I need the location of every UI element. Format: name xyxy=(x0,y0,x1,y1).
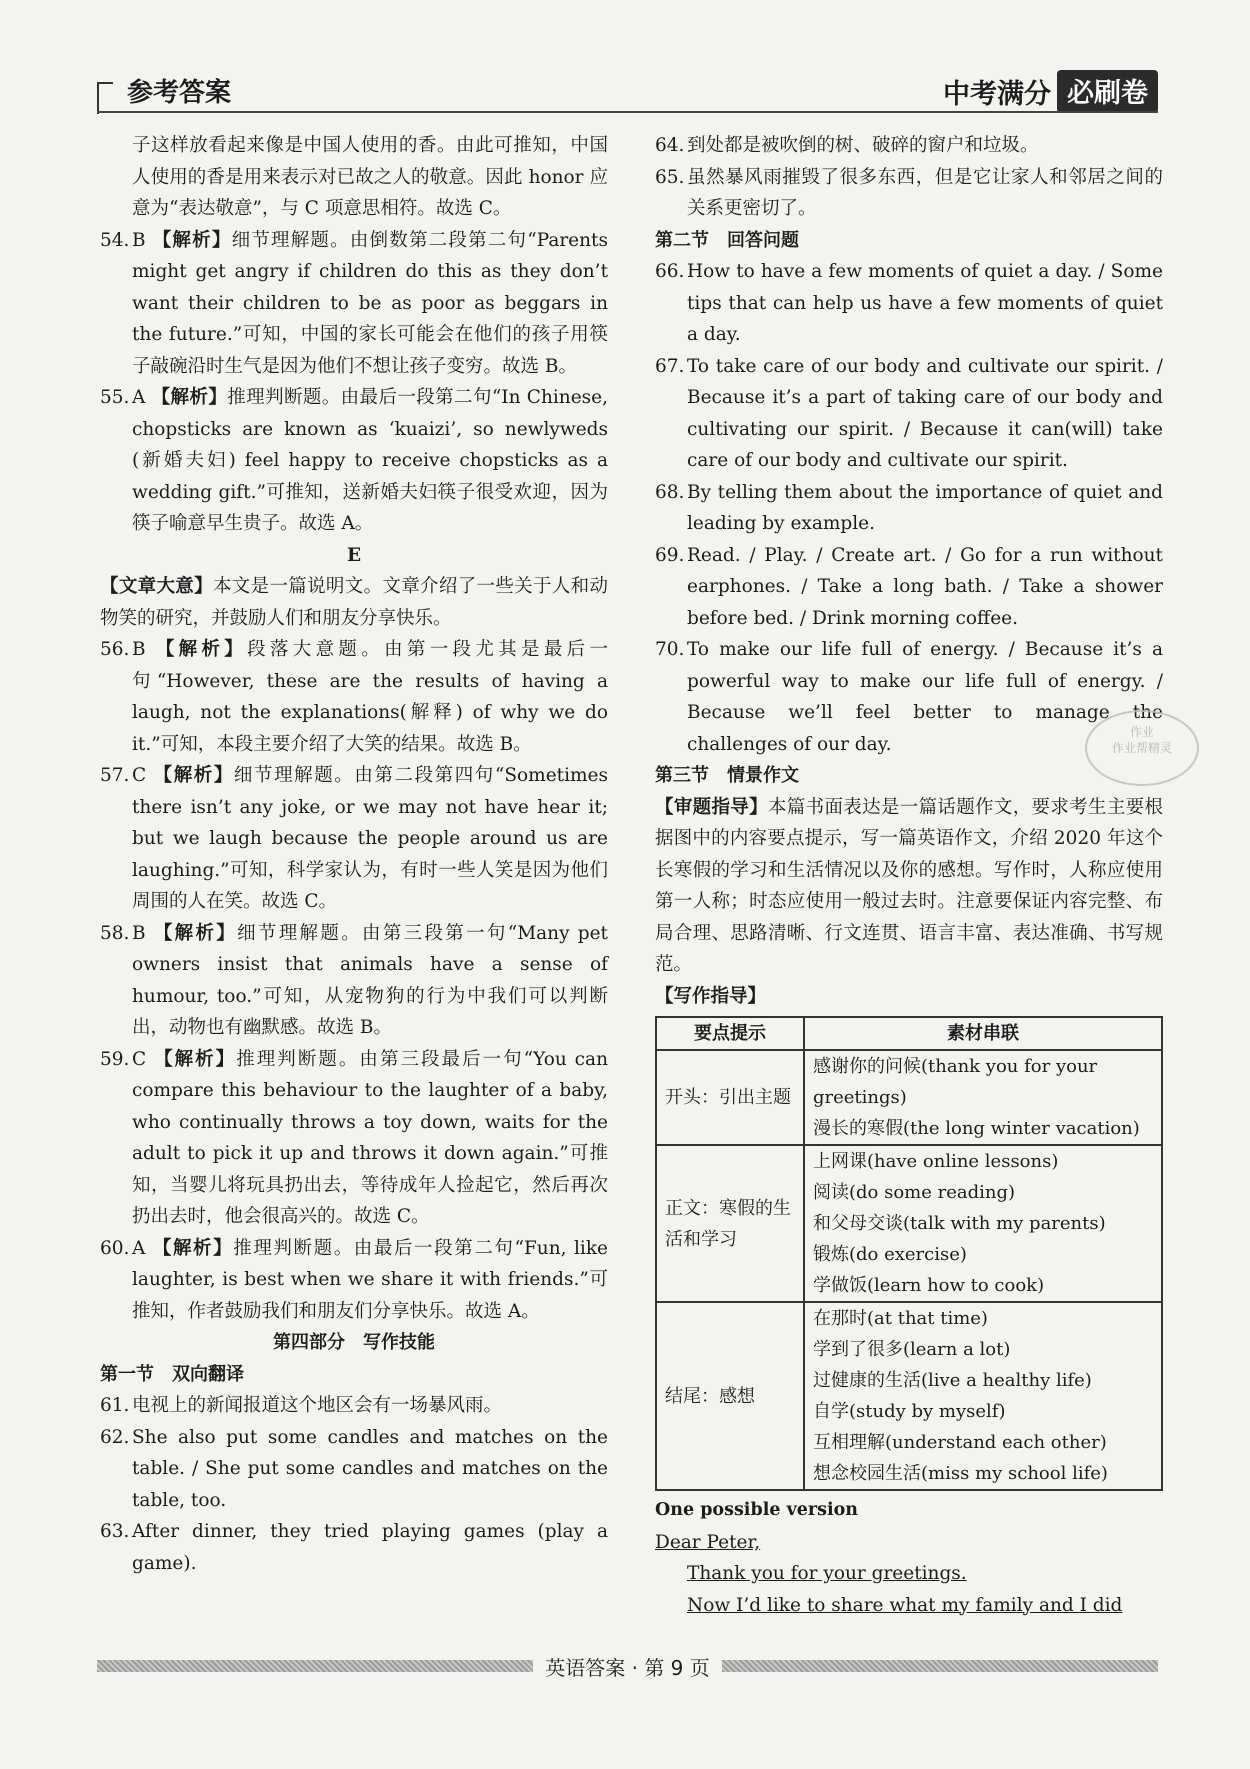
page-footer xyxy=(97,1654,1158,1678)
table-header-materials: 素材串联 xyxy=(804,1017,1162,1050)
answer-54: 54. B 【解析】细节理解题。由倒数第二段第二句“Parents might get angry if children do this as they don’t want their children to be as poor as beggars in the future.”可知，中国的家长可能会在他们的孩子用筷子敲碗沿时生气是因为他们不想让孩子变穷。故选 B。 xyxy=(100,229,608,377)
footer-bar-right xyxy=(722,1660,1158,1672)
right-column xyxy=(655,130,1163,1621)
answer-62: 62. She also put some candles and matches on the table. / She put some candles and matches on the table, too. xyxy=(100,1426,608,1511)
table-row xyxy=(656,1302,1162,1490)
footer-bar-left xyxy=(97,1660,533,1672)
section1-heading: 第一节 双向翻译 xyxy=(100,1363,244,1385)
table-row xyxy=(656,1050,1162,1145)
table-cell-point: 结尾：感想 xyxy=(656,1302,804,1490)
table-header-row xyxy=(656,1017,1162,1050)
brand-logo xyxy=(943,70,1158,113)
section3-heading: 第三节 情景作文 xyxy=(655,765,799,786)
page-number: 英语答案 · 第 9 页 xyxy=(545,1655,710,1680)
answer-55: 55. A 【解析】推理判断题。由最后一段第二句“In Chinese, chopsticks are known as ‘kuaizi’, so newlyweds (新婚夫妇) feel happy to receive chopsticks as a wedding gift.”可推知，送新婚夫妇筷子很受欢迎，因为筷子喻意早生贵子。故选 A。 xyxy=(100,387,608,534)
sample-essay-title: One possible version xyxy=(655,1500,858,1520)
answer-64: 64. 到处都是被吹倒的树、破碎的窗户和垃圾。 xyxy=(655,135,1039,156)
answer-56: 56. B 【解析】段落大意题。由第一段尤其是最后一句“However, these are the results of having a laugh, not the explanations(解释) of why we do it.”可知，本段主要介绍了大笑的结果。故选 B。 xyxy=(100,639,608,755)
essay-line: Now I’d like to share what my family and I did xyxy=(687,1594,1123,1616)
answer-69: 69. Read. / Play. / Create art. / Go for a run without earphones. / Take a long bath. / Take a shower before bed. / Drink morning coffee. xyxy=(655,544,1163,629)
answer-68: 68. By telling them about the importance of quiet and leading by example. xyxy=(655,481,1163,534)
answer-57: 57. C 【解析】细节理解题。由第二段第四句“Sometimes there isn’t any joke, or we may not have hear it; but we laugh because the people around us are laughing.”可知，科学家认为，有时一些人笑是因为他们周围的人在笑。故选 C。 xyxy=(100,765,608,912)
answer-61: 61. 电视上的新闻报道这个地区会有一场暴风雨。 xyxy=(100,1395,503,1416)
section2-heading: 第二节 回答问题 xyxy=(655,229,799,251)
table-cell-materials: 在那时(at that time) 学到了很多(learn a lot) 过健康的生活(live a healthy life) 自学(study by myself) 互相理解(understand each other) 想念校园生活(miss my school life) xyxy=(804,1302,1162,1490)
writing-guide-heading: 【写作指导】 xyxy=(655,985,767,1007)
left-column xyxy=(100,130,608,1579)
essay-salutation: Dear Peter, xyxy=(655,1531,761,1553)
table-cell-point: 正文：寒假的生活和学习 xyxy=(656,1145,804,1302)
table-cell-point: 开头：引出主题 xyxy=(656,1050,804,1145)
answer-66: 66. How to have a few moments of quiet a day. / Some tips that can help us have a few moments of quiet a day. xyxy=(655,261,1163,345)
answer-63: 63. After dinner, they tried playing games (play a game). xyxy=(100,1521,608,1574)
answer-58: 58. B 【解析】细节理解题。由第三段第一句“Many pet owners insist that animals have a sense of humour, too.”可知，从宠物狗的行为中我们可以判断出，动物也有幽默感。故选 B。 xyxy=(100,922,608,1038)
table-cell-materials: 上网课(have online lessons) 阅读(do some reading) 和父母交谈(talk with my parents) 锻炼(do exercise) 学做饭(learn how to cook) xyxy=(804,1145,1162,1302)
writing-guide-table xyxy=(655,1016,1163,1491)
exam-guide: 【审题指导】本篇书面表达是一篇话题作文，要求考生主要根据图中的内容要点提示，写一篇英语作文，介绍 2020 年这个长寒假的学习和生活情况以及你的感想。写作时，人称应使用第一人称；时态应使用一般过去时。注意要保证内容完整、布局合理、思路清晰、行文连贯、语言丰富、表达准确、书写规范。 xyxy=(655,796,1163,975)
answer-59: 59. C 【解析】推理判断题。由第三段最后一句“You can compare this behaviour to the laughter of a baby, who continually throws a toy down, waits for the adult to pick it up and throws it down again.”可推知，当婴儿将玩具扔出去，等待成年人捡起它，然后再次扔出去时，他会很高兴的。故选 C。 xyxy=(100,1048,608,1227)
header-rule xyxy=(97,111,1158,113)
brand-plain: 中考满分 xyxy=(943,79,1051,110)
homework-helper-stamp: 作业 作业帮精灵 xyxy=(1085,710,1199,786)
main-idea: 【文章大意】本文是一篇说明文。文章介绍了一些关于人和动物笑的研究，并鼓励人们和朋友分享快乐。 xyxy=(100,576,608,629)
part4-heading: 第四部分 写作技能 xyxy=(273,1332,435,1353)
table-cell-materials: 感谢你的问候(thank you for your greetings) 漫长的寒假(the long winter vacation) xyxy=(804,1050,1162,1145)
answer-65: 65. 虽然暴风雨摧毁了很多东西，但是它让家人和邻居之间的关系更密切了。 xyxy=(655,166,1163,219)
essay-line: Thank you for your greetings. xyxy=(687,1563,967,1584)
answer-60: 60. A 【解析】推理判断题。由最后一段第二句“Fun, like laughter, is best when we share it with friends.”可推知，作者鼓励我们和朋友们分享快乐。故选 A。 xyxy=(100,1237,608,1322)
header-title: 参考答案 xyxy=(127,78,232,108)
table-row xyxy=(656,1145,1162,1302)
brand-badge: 必刷卷 xyxy=(1057,70,1158,113)
answer-67: 67. To take care of our body and cultivate our spirit. / Because it’s a part of taking care of our body and cultivating our spirit. / Because it can(will) take care of our body and cultivate our spirit. xyxy=(655,355,1163,471)
table-header-points: 要点提示 xyxy=(656,1017,804,1050)
answer-70: 70. To make our life full of energy. / Because it’s a powerful way to make our life full of energy. / Because we’ll feel better to manage the challenges of our day. xyxy=(655,639,1163,755)
q53-continuation: 子这样放看起来像是中国人使用的香。由此可推知，中国人使用的香是用来表示对已故之人的敬意。因此 honor 应意为“表达敬意”，与 C 项意思相符。故选 C。 xyxy=(132,135,608,219)
section-e-heading: E xyxy=(346,544,362,566)
